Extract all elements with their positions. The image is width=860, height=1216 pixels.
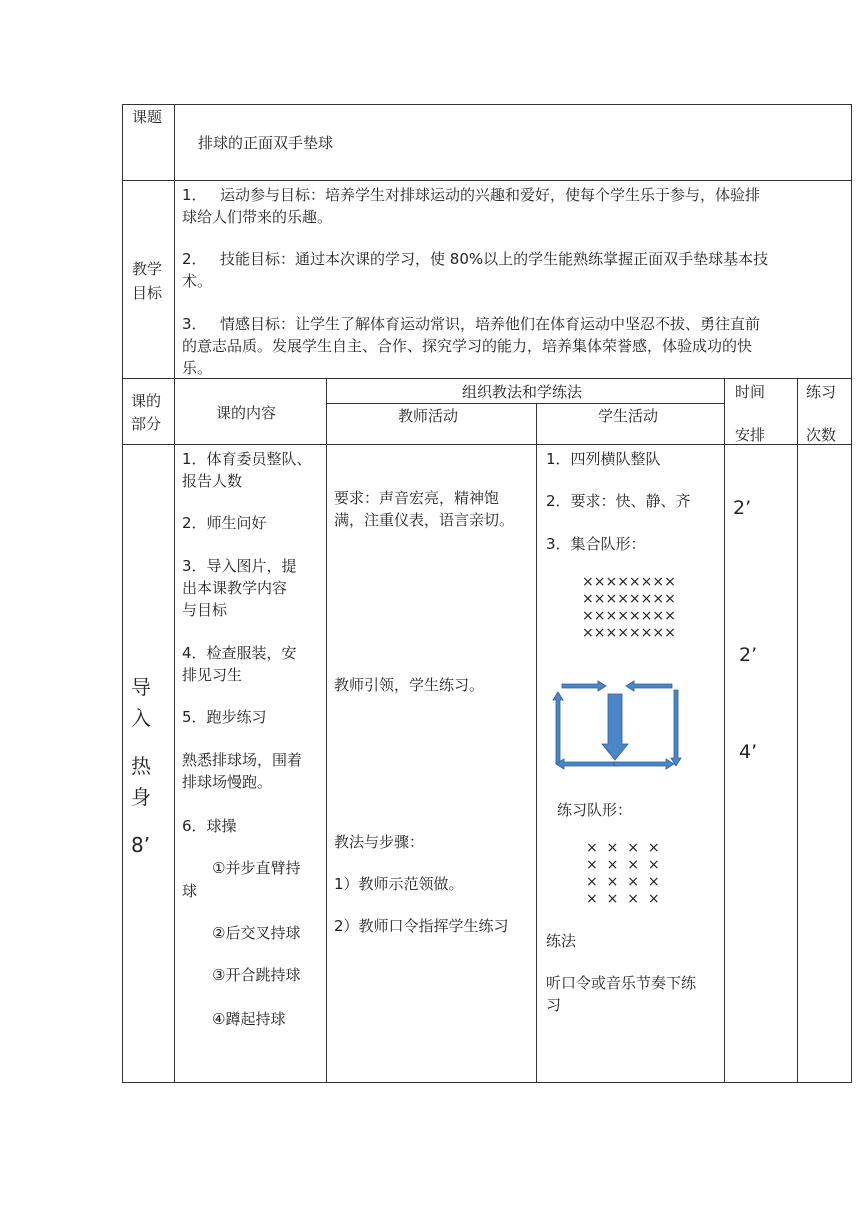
lesson-topic: 排球的正面双手垫球 — [198, 134, 334, 152]
header-part: 课的 — [131, 392, 162, 410]
objective-text: 球给人们带来的乐趣。 — [182, 208, 333, 226]
teacher-step: 2）教师口令指挥学生练习 — [334, 917, 509, 935]
assembly-formation-row: ×××××××× — [582, 591, 676, 607]
practice-formation-title: 练习队形： — [557, 801, 633, 819]
practice-formation-row: × × × × — [586, 857, 660, 873]
content-item: ①并步直臂持 — [212, 859, 301, 877]
objective-text: 技能目标：通过本次课的学习，使 80%以上的学生能熟练掌握正面双手垫球基本技 — [220, 250, 769, 268]
header-organization: 组织教法和学练法 — [462, 383, 583, 401]
border — [174, 104, 175, 1083]
practice-formation-row: × × × × — [586, 891, 660, 907]
section-name-char: 入 — [131, 706, 151, 730]
section-name-char: 身 — [131, 785, 151, 809]
content-item: 4．检查服装，安 — [182, 644, 297, 662]
assembly-formation-row: ×××××××× — [582, 625, 676, 641]
content-item: 报告人数 — [182, 472, 243, 490]
time-allocation: 2’ — [739, 644, 758, 666]
arrow-left-top-icon — [626, 681, 672, 691]
section-duration: 8’ — [131, 833, 151, 857]
practice-formation-row: × × × × — [586, 840, 660, 856]
topic-label: 课题 — [132, 108, 163, 126]
border — [122, 180, 852, 181]
assembly-formation-row: ×××××××× — [582, 574, 676, 590]
content-item: 球 — [182, 882, 198, 900]
content-item: 与目标 — [182, 601, 228, 619]
border — [851, 104, 852, 1083]
student-method-title: 练法 — [546, 932, 577, 950]
header-reps: 练习 — [806, 383, 837, 401]
content-item: 出本课教学内容 — [182, 579, 288, 597]
objective-text: 运动参与目标：培养学生对排球运动的兴趣和爱好，使每个学生乐于参与，体验排 — [220, 186, 761, 204]
student-method-desc: 听口令或音乐节奏下练 — [546, 974, 697, 992]
content-item: 排见习生 — [182, 666, 243, 684]
objectives-label: 教学 — [132, 260, 163, 278]
header-teacher: 教师活动 — [398, 407, 459, 425]
objective-text: 乐。 — [182, 359, 213, 377]
route-arrows — [553, 681, 681, 769]
assembly-formation-row: ×××××××× — [582, 608, 676, 624]
border — [122, 1082, 852, 1083]
arrow-down-right-icon — [671, 690, 681, 766]
practice-formation-row: × × × × — [586, 874, 660, 890]
header-student: 学生活动 — [598, 407, 659, 425]
content-item: ③开合跳持球 — [212, 966, 301, 984]
objective-number: 1． — [182, 186, 207, 204]
objective-text: 的意志品质。发展学生自主、合作、探究学习的能力，培养集体荣誉感，体验成功的快 — [182, 337, 753, 355]
border — [326, 403, 724, 404]
student-step: 2．要求：快、静、齐 — [546, 492, 691, 510]
content-item: 5．跑步练习 — [182, 708, 267, 726]
objective-text: 术。 — [182, 272, 213, 290]
objectives-label: 目标 — [132, 284, 163, 302]
student-step: 1．四列横队整队 — [546, 450, 661, 468]
border — [122, 104, 852, 105]
arrow-bottom-right-icon — [614, 759, 674, 769]
objective-number: 2． — [182, 250, 207, 268]
student-step: 3．集合队形： — [546, 535, 646, 553]
content-item: 熟悉排球场，围着 — [182, 751, 303, 769]
arrow-right-top-icon — [562, 681, 606, 691]
objective-text: 情感目标：让学生了解体育运动常识，培养他们在体育运动中坚忍不拔、勇往直前 — [220, 315, 761, 333]
border — [122, 104, 123, 1083]
content-item: 排球场慢跑。 — [182, 773, 273, 791]
border — [536, 403, 537, 1083]
content-item: 6．球操 — [182, 817, 237, 835]
border — [797, 378, 798, 1083]
border — [122, 378, 852, 379]
content-item: 3．导入图片，提 — [182, 557, 297, 575]
content-item: 1．体育委员整队、 — [182, 450, 312, 468]
section-name-char: 热 — [131, 754, 151, 778]
teacher-step: 1）教师示范领做。 — [334, 875, 464, 893]
objective-number: 3． — [182, 315, 207, 333]
teacher-lead: 教师引领，学生练习。 — [334, 676, 485, 694]
arrow-bottom-left-icon — [556, 759, 618, 769]
time-allocation: 2’ — [733, 497, 752, 519]
content-item: 2．师生问好 — [182, 514, 267, 532]
arrow-up-left-icon — [553, 692, 563, 764]
header-time: 时间 — [735, 383, 766, 401]
time-allocation: 4’ — [739, 741, 758, 763]
content-item: ④蹲起持球 — [212, 1010, 286, 1028]
teacher-requirement: 要求：声音宏亮，精神饱 — [334, 489, 500, 507]
arrow-down-center-icon — [602, 694, 628, 760]
header-content: 课的内容 — [216, 404, 277, 422]
section-name-char: 导 — [131, 675, 151, 699]
border — [326, 378, 327, 1083]
header-time: 安排 — [735, 426, 766, 444]
content-item: ②后交叉持球 — [212, 924, 301, 942]
teacher-method-title: 教法与步骤： — [334, 833, 425, 851]
header-reps: 次数 — [806, 426, 837, 444]
teacher-requirement: 满，注重仪表，语言亲切。 — [334, 511, 515, 529]
student-method-desc: 习 — [546, 996, 562, 1014]
running-route-diagram — [548, 678, 688, 772]
border — [724, 378, 725, 1083]
header-part: 部分 — [131, 415, 162, 433]
